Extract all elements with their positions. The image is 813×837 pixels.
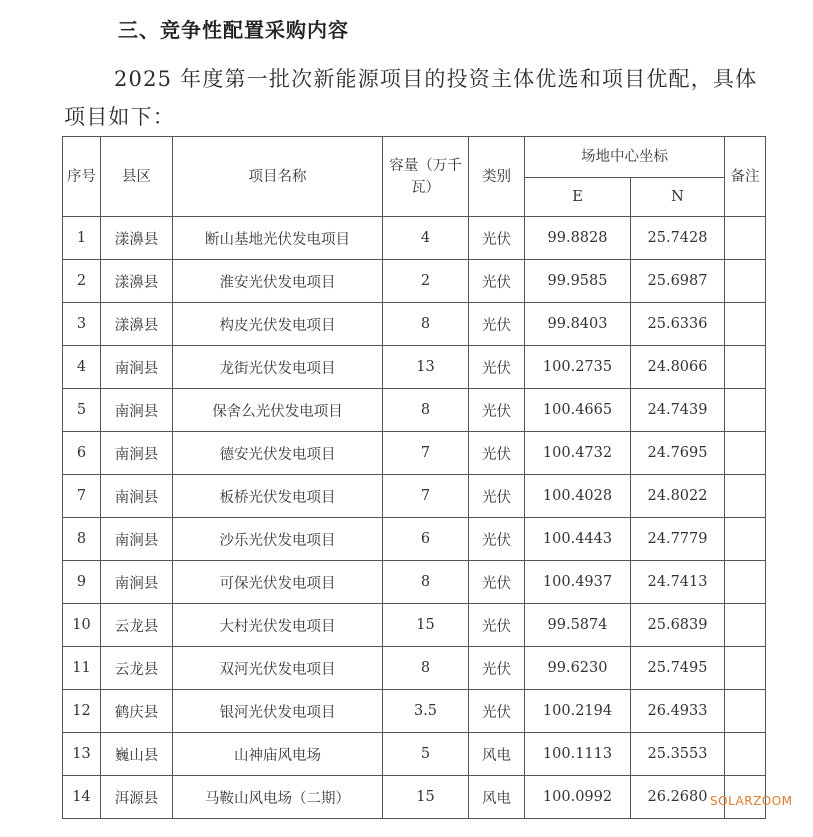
cell-type: 光伏 (469, 475, 525, 518)
cell-capacity: 4 (383, 217, 469, 260)
cell-e: 99.9585 (525, 260, 631, 303)
cell-e: 100.4937 (525, 561, 631, 604)
table-row (63, 561, 766, 604)
cell-capacity: 2 (383, 260, 469, 303)
cell-e: 100.0992 (525, 776, 631, 819)
cell-n: 25.6839 (631, 604, 725, 647)
cell-project-name: 银河光伏发电项目 (173, 690, 383, 733)
cell-n: 24.8022 (631, 475, 725, 518)
cell-county: 漾濞县 (101, 303, 173, 346)
table-body (63, 217, 766, 819)
cell-no: 7 (63, 475, 101, 518)
table-row (63, 432, 766, 475)
cell-project-name: 断山基地光伏发电项目 (173, 217, 383, 260)
cell-project-name: 山神庙风电场 (173, 733, 383, 776)
cell-note (725, 432, 766, 475)
cell-capacity: 7 (383, 475, 469, 518)
cell-n: 25.7428 (631, 217, 725, 260)
table-row (63, 604, 766, 647)
project-table (62, 136, 766, 819)
cell-county: 漾濞县 (101, 260, 173, 303)
cell-n: 24.7413 (631, 561, 725, 604)
cell-note (725, 647, 766, 690)
cell-capacity: 8 (383, 389, 469, 432)
cell-capacity: 8 (383, 647, 469, 690)
header-note: 备注 (725, 137, 766, 217)
cell-type: 光伏 (469, 217, 525, 260)
cell-capacity: 7 (383, 432, 469, 475)
cell-n: 25.6336 (631, 303, 725, 346)
cell-e: 100.1113 (525, 733, 631, 776)
cell-type: 光伏 (469, 690, 525, 733)
cell-note (725, 604, 766, 647)
cell-county: 鹤庆县 (101, 690, 173, 733)
cell-no: 2 (63, 260, 101, 303)
header-e: E (525, 178, 631, 217)
watermark-logo: SOLARZOOM (710, 794, 793, 808)
cell-n: 25.7495 (631, 647, 725, 690)
cell-e: 100.2194 (525, 690, 631, 733)
cell-county: 南涧县 (101, 432, 173, 475)
cell-note (725, 733, 766, 776)
table-row (63, 346, 766, 389)
cell-county: 南涧县 (101, 346, 173, 389)
header-no: 序号 (63, 137, 101, 217)
cell-n: 24.7779 (631, 518, 725, 561)
table-row (63, 690, 766, 733)
cell-no: 1 (63, 217, 101, 260)
cell-project-name: 可保光伏发电项目 (173, 561, 383, 604)
table-row (63, 389, 766, 432)
cell-n: 24.8066 (631, 346, 725, 389)
cell-capacity: 8 (383, 303, 469, 346)
header-capacity: 容量（万千瓦） (383, 137, 469, 217)
cell-capacity: 15 (383, 776, 469, 819)
table-row (63, 303, 766, 346)
cell-project-name: 德安光伏发电项目 (173, 432, 383, 475)
cell-no: 8 (63, 518, 101, 561)
cell-no: 6 (63, 432, 101, 475)
table-row (63, 260, 766, 303)
cell-project-name: 板桥光伏发电项目 (173, 475, 383, 518)
header-project-name: 项目名称 (173, 137, 383, 217)
cell-county: 漾濞县 (101, 217, 173, 260)
cell-capacity: 3.5 (383, 690, 469, 733)
header-n: N (631, 178, 725, 217)
cell-no: 13 (63, 733, 101, 776)
header-type: 类别 (469, 137, 525, 217)
cell-type: 光伏 (469, 518, 525, 561)
cell-n: 24.7695 (631, 432, 725, 475)
cell-project-name: 淮安光伏发电项目 (173, 260, 383, 303)
header-coordinates: 场地中心坐标 (525, 137, 725, 178)
cell-note (725, 217, 766, 260)
cell-type: 光伏 (469, 346, 525, 389)
cell-county: 洱源县 (101, 776, 173, 819)
cell-e: 99.6230 (525, 647, 631, 690)
cell-capacity: 8 (383, 561, 469, 604)
cell-project-name: 双河光伏发电项目 (173, 647, 383, 690)
cell-county: 云龙县 (101, 647, 173, 690)
cell-n: 24.7439 (631, 389, 725, 432)
cell-no: 12 (63, 690, 101, 733)
cell-n: 26.2680 (631, 776, 725, 819)
cell-note (725, 389, 766, 432)
cell-no: 10 (63, 604, 101, 647)
cell-county: 南涧县 (101, 561, 173, 604)
cell-county: 巍山县 (101, 733, 173, 776)
cell-type: 风电 (469, 733, 525, 776)
table-row (63, 475, 766, 518)
cell-note (725, 475, 766, 518)
cell-e: 100.4665 (525, 389, 631, 432)
cell-note (725, 690, 766, 733)
cell-no: 4 (63, 346, 101, 389)
cell-county: 南涧县 (101, 389, 173, 432)
cell-e: 99.5874 (525, 604, 631, 647)
cell-note (725, 260, 766, 303)
cell-note (725, 518, 766, 561)
cell-project-name: 马鞍山风电场（二期） (173, 776, 383, 819)
table-header-row (63, 137, 766, 178)
cell-project-name: 龙街光伏发电项目 (173, 346, 383, 389)
cell-note (725, 303, 766, 346)
cell-no: 3 (63, 303, 101, 346)
cell-capacity: 15 (383, 604, 469, 647)
cell-no: 11 (63, 647, 101, 690)
cell-e: 100.4732 (525, 432, 631, 475)
cell-type: 光伏 (469, 303, 525, 346)
cell-capacity: 6 (383, 518, 469, 561)
cell-n: 25.3553 (631, 733, 725, 776)
cell-type: 光伏 (469, 260, 525, 303)
cell-e: 99.8828 (525, 217, 631, 260)
cell-type: 光伏 (469, 561, 525, 604)
cell-project-name: 保舍么光伏发电项目 (173, 389, 383, 432)
table-row (63, 776, 766, 819)
cell-type: 光伏 (469, 604, 525, 647)
cell-note (725, 346, 766, 389)
section-heading: 三、竞争性配置采购内容 (118, 18, 349, 42)
cell-county: 南涧县 (101, 518, 173, 561)
cell-type: 风电 (469, 776, 525, 819)
cell-county: 南涧县 (101, 475, 173, 518)
cell-note (725, 561, 766, 604)
cell-no: 14 (63, 776, 101, 819)
cell-capacity: 5 (383, 733, 469, 776)
cell-capacity: 13 (383, 346, 469, 389)
cell-project-name: 构皮光伏发电项目 (173, 303, 383, 346)
cell-type: 光伏 (469, 432, 525, 475)
table-row (63, 518, 766, 561)
table-row (63, 647, 766, 690)
cell-n: 26.4933 (631, 690, 725, 733)
table-row (63, 733, 766, 776)
cell-project-name: 沙乐光伏发电项目 (173, 518, 383, 561)
cell-e: 100.4028 (525, 475, 631, 518)
cell-county: 云龙县 (101, 604, 173, 647)
cell-no: 5 (63, 389, 101, 432)
cell-no: 9 (63, 561, 101, 604)
header-county: 县区 (101, 137, 173, 217)
intro-paragraph: 2025 年度第一批次新能源项目的投资主体优选和项目优配，具体项目如下： (64, 67, 758, 129)
cell-n: 25.6987 (631, 260, 725, 303)
cell-project-name: 大村光伏发电项目 (173, 604, 383, 647)
cell-e: 99.8403 (525, 303, 631, 346)
table-row (63, 217, 766, 260)
cell-type: 光伏 (469, 647, 525, 690)
cell-e: 100.4443 (525, 518, 631, 561)
cell-type: 光伏 (469, 389, 525, 432)
cell-e: 100.2735 (525, 346, 631, 389)
